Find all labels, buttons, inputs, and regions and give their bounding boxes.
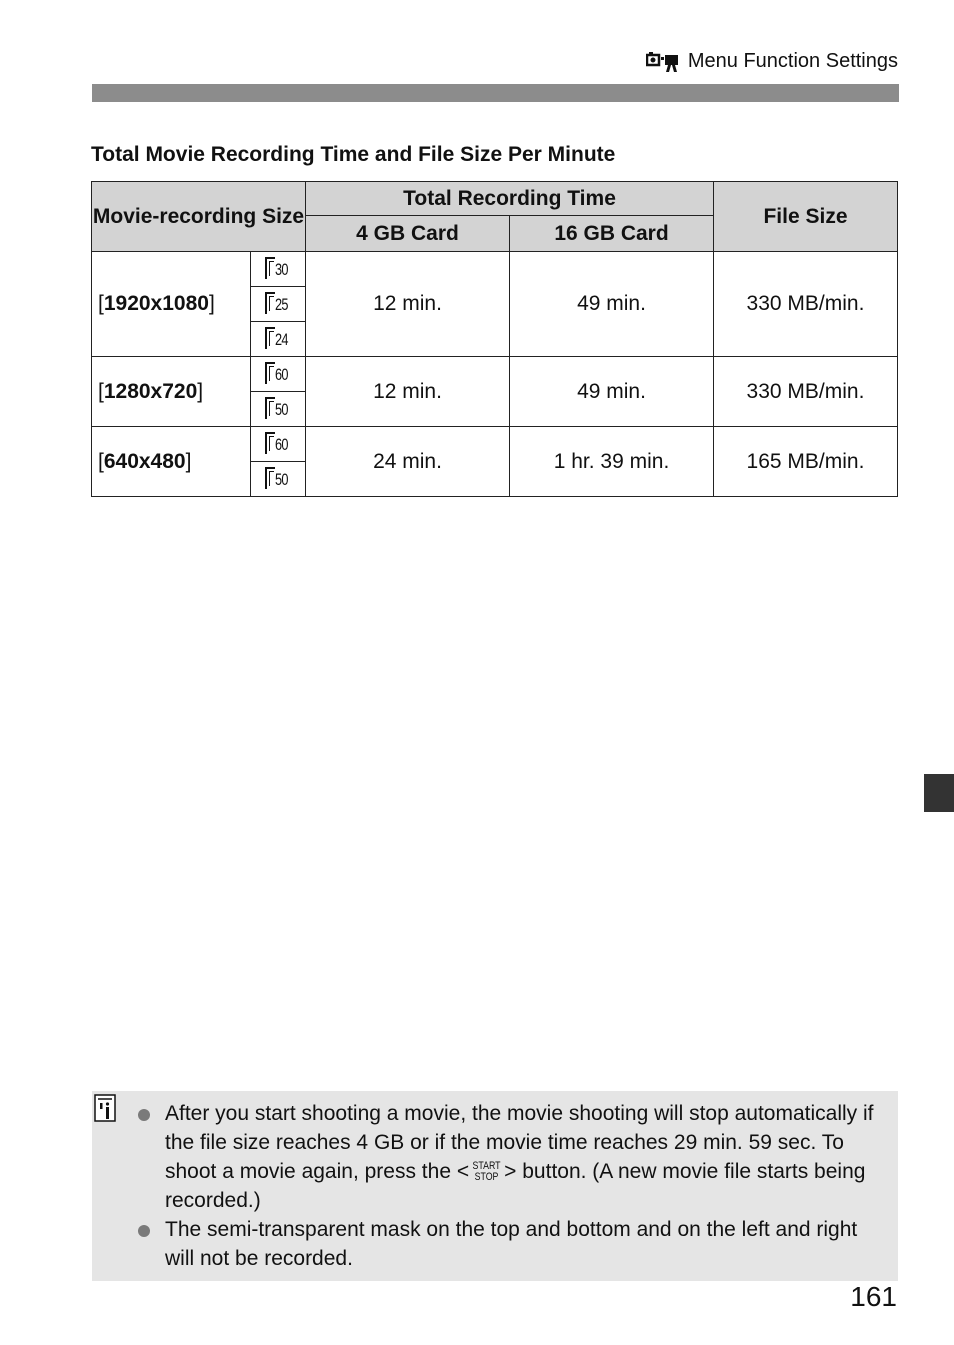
size-value: 640x480: [103, 449, 186, 473]
header-total-recording-time: Total Recording Time: [306, 182, 714, 216]
file-size-cell: 330 MB/min.: [714, 252, 898, 357]
chapter-tab: [924, 774, 954, 812]
movie-camera-icon: [646, 51, 680, 73]
table-row: [92, 357, 898, 392]
frame-rate-cell: [251, 427, 306, 462]
frame-rate-cell: [251, 392, 306, 427]
header-16gb-card: 16 GB Card: [510, 216, 714, 252]
frame-rate-cell: [251, 287, 306, 322]
start-stop-button-icon: START STOP: [472, 1160, 501, 1184]
header-bar: [92, 84, 899, 102]
frame-rate-icon: 50: [265, 393, 292, 419]
memo-icon: [94, 1093, 116, 1123]
table-row: [92, 427, 898, 462]
frame-rate-icon: 30: [265, 253, 292, 279]
size-value: 1280x720: [103, 379, 198, 403]
time-4gb-cell: 12 min.: [306, 252, 510, 357]
frame-rate-icon: 24: [265, 323, 292, 349]
size-value: 1920x1080: [103, 292, 209, 315]
header-4gb-card: 4 GB Card: [306, 216, 510, 252]
frame-rate-icon: 25: [265, 288, 292, 314]
frame-rate-cell: [251, 357, 306, 392]
frame-rate-icon: 60: [265, 428, 292, 454]
header-file-size: File Size: [714, 182, 898, 252]
table-row: [92, 252, 898, 287]
note-item: After you start shooting a movie, the movie shooting will stop automatically if the file size reaches 4 GB or if the movie time reaches 29 min. 59 sec. To shoot a movie again, press the < START STOP > button. (A new movie file starts being recorded.): [136, 1099, 886, 1215]
size-cell: [1920x1080]: [92, 252, 251, 357]
note-box: [92, 1091, 898, 1281]
section-title: Total Movie Recording Time and File Size Per Minute: [91, 143, 616, 166]
frame-rate-cell: [251, 462, 306, 497]
time-4gb-cell: 12 min.: [306, 357, 510, 427]
frame-rate-cell: [251, 252, 306, 287]
size-cell: [1280x720]: [92, 357, 251, 427]
page-header: [646, 50, 898, 73]
header-movie-recording-size: Movie-recording Size: [92, 182, 306, 252]
time-4gb-cell: 24 min.: [306, 427, 510, 497]
header-title: Menu Function Settings: [687, 50, 898, 72]
file-size-cell: 165 MB/min.: [714, 427, 898, 497]
page-number: 161: [850, 1281, 897, 1312]
time-16gb-cell: 49 min.: [510, 252, 714, 357]
frame-rate-icon: 60: [265, 358, 292, 384]
note-list: [136, 1099, 886, 1273]
file-size-cell: 330 MB/min.: [714, 357, 898, 427]
size-cell: [640x480]: [92, 427, 251, 497]
frame-rate-icon: 50: [265, 463, 292, 489]
recording-time-table: [91, 181, 898, 497]
note-item: The semi-transparent mask on the top and bottom and on the left and right will not be recorded.: [136, 1215, 886, 1273]
frame-rate-cell: [251, 322, 306, 357]
time-16gb-cell: 1 hr. 39 min.: [510, 427, 714, 497]
time-16gb-cell: 49 min.: [510, 357, 714, 427]
